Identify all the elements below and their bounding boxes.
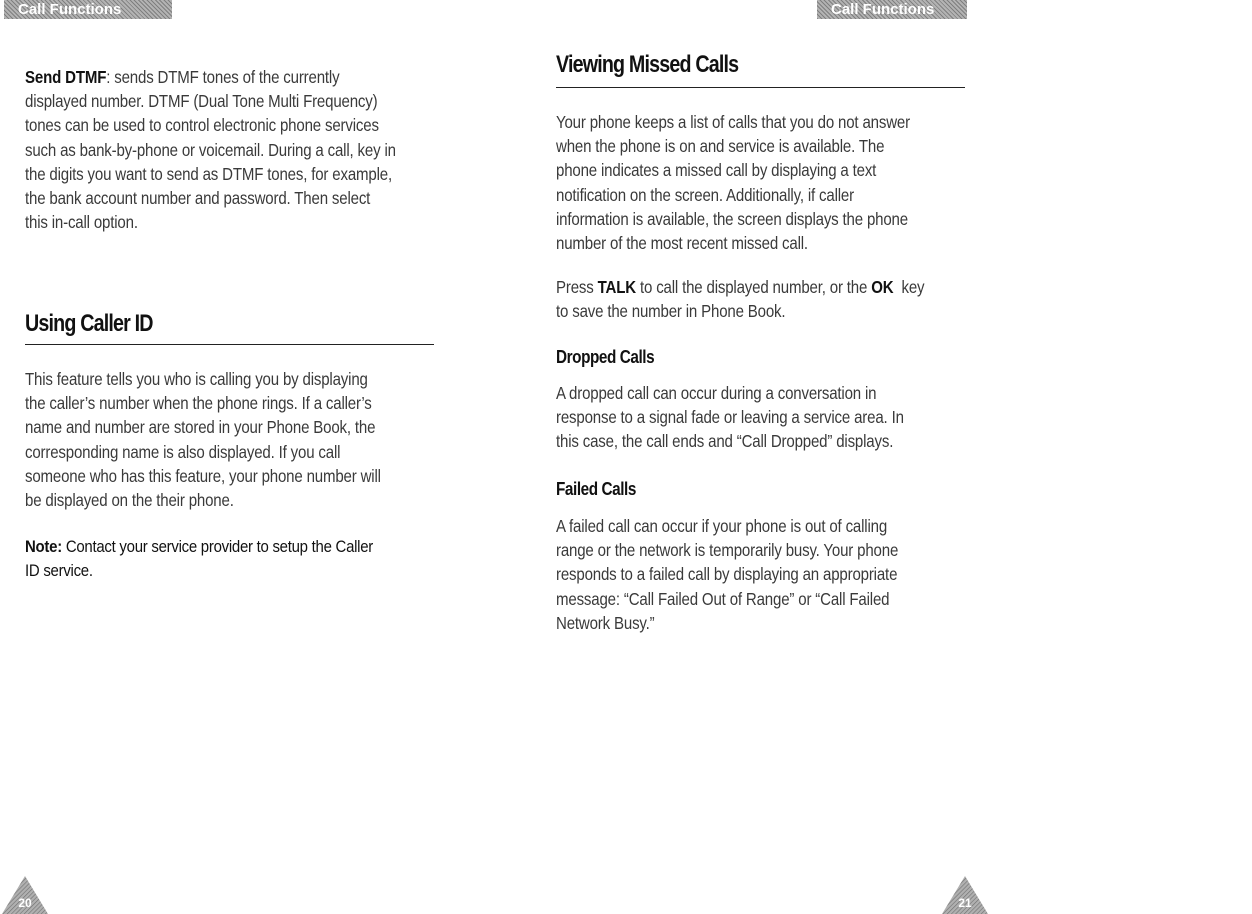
send-dtmf-paragraph [25, 65, 396, 234]
missed-calls-line: notification on the screen. Additionally, if caller [556, 184, 854, 205]
dropped-calls-line: A dropped call can occur during a conversation in [556, 383, 877, 403]
missed-calls-line: number of the most recent missed call. [556, 233, 808, 254]
caller-id-line: This feature tells you who is calling you by displaying [25, 369, 368, 389]
caller-id-paragraph [25, 367, 381, 512]
talk-key-label: TALK [597, 277, 636, 297]
page-number-marker-right [940, 874, 990, 914]
send-dtmf-line: this in-call option. [25, 212, 138, 233]
failed-calls-line: responds to a failed call by displaying an appropriate [556, 564, 898, 585]
missed-calls-line: phone indicates a missed call by displaying a text [556, 160, 877, 181]
missed-calls-line: when the phone is on and service is available. The [556, 136, 885, 157]
failed-calls-paragraph [556, 514, 898, 635]
missed-calls-line: information is available, the screen displays the phone [556, 208, 908, 229]
missed-calls-rule [556, 87, 965, 88]
missed-calls-title: Viewing Missed Calls [556, 51, 739, 78]
press-talk-paragraph [556, 275, 924, 323]
caller-id-note [25, 535, 373, 583]
dropped-calls-paragraph [556, 381, 904, 454]
caller-id-title: Using Caller ID [25, 310, 153, 337]
send-dtmf-line: tones can be used to control electronic phone services [25, 115, 379, 136]
section-header-tab-right: Call Functions [817, 0, 967, 19]
ok-key-label: OK [871, 277, 894, 297]
note-label: Note: [25, 537, 62, 556]
page-number-marker-left [0, 874, 50, 914]
send-dtmf-line: the bank account number and password. Then select [25, 188, 371, 209]
send-dtmf-line: Send DTMF: sends DTMF tones of the currently [25, 67, 340, 87]
dropped-calls-line: response to a signal fade or leaving a service area. In [556, 407, 904, 428]
missed-calls-line: Your phone keeps a list of calls that you do not answer [556, 112, 910, 132]
send-dtmf-term: Send DTMF [25, 67, 107, 87]
press-talk-line: to save the number in Phone Book. [556, 301, 786, 322]
note-line: ID service. [25, 561, 93, 580]
caller-id-line: be displayed on the their phone. [25, 490, 234, 511]
page-number-left: 20 [18, 896, 32, 910]
dropped-calls-line: this case, the call ends and “Call Dropped” displays. [556, 431, 894, 452]
send-dtmf-line: displayed number. DTMF (Dual Tone Multi Frequency) [25, 91, 378, 112]
caller-id-line: name and number are stored in your Phone Book, the [25, 417, 376, 438]
dropped-calls-title: Dropped Calls [556, 347, 655, 367]
send-dtmf-line: the digits you want to send as DTMF tones, for example, [25, 163, 392, 184]
caller-id-rule [25, 344, 434, 345]
missed-calls-paragraph [556, 110, 910, 255]
failed-calls-title: Failed Calls [556, 479, 636, 499]
failed-calls-line: Network Busy.” [556, 612, 655, 633]
caller-id-line: the caller’s number when the phone rings. If a caller’s [25, 393, 372, 414]
caller-id-line: corresponding name is also displayed. If you call [25, 441, 341, 462]
page-number-right: 21 [958, 896, 972, 910]
failed-calls-line: message: “Call Failed Out of Range” or “Call Failed [556, 588, 890, 609]
failed-calls-line: range or the network is temporarily busy. Your phone [556, 540, 899, 561]
press-talk-line: Press TALK to call the displayed number, or the OK key [556, 277, 925, 297]
note-line: Note: Contact your service provider to setup the Caller [25, 537, 374, 556]
send-dtmf-line: such as bank-by-phone or voicemail. During a call, key in [25, 139, 396, 160]
section-header-tab-left: Call Functions [4, 0, 172, 19]
caller-id-line: someone who has this feature, your phone number will [25, 465, 381, 486]
failed-calls-line: A failed call can occur if your phone is out of calling [556, 516, 888, 536]
